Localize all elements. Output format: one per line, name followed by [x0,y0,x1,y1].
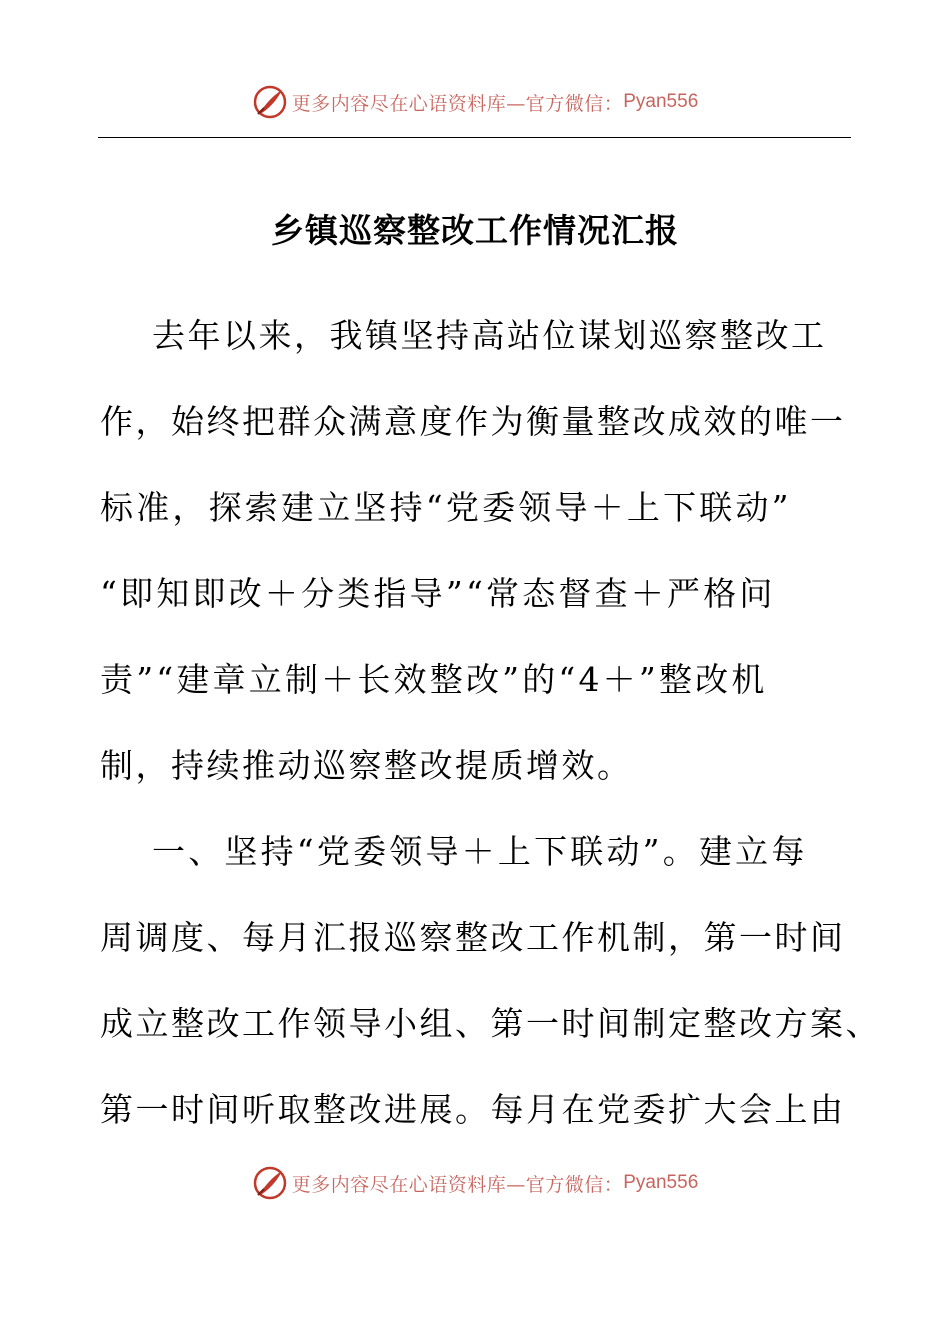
header-watermark [0,82,950,122]
footer-watermark-id: Pyan556 [623,1172,699,1193]
body-line: 周调度、每月汇报巡察整改工作机制，第一时间 [100,918,846,957]
footer-watermark-text: 更多内容尽在心语资料库—官方微信： [291,1173,624,1196]
body-line: 去年以来，我镇坚持高站位谋划巡察整改工 [152,316,827,355]
body-line: “即知即改＋分类指导”“常态督查＋严格问 [100,574,776,613]
body-line: 成立整改工作领导小组、第一时间制定整改方案、 [100,1004,881,1043]
header-watermark-id: Pyan556 [623,91,699,112]
header-rule [98,137,851,138]
document-title: 乡镇巡察整改工作情况汇报 [271,211,679,250]
body-line: 一、坚持“党委领导＋上下联动”。建立每 [152,832,808,871]
footer-watermark [0,1163,950,1203]
body-line: 标准，探索建立坚持“党委领导＋上下联动” [100,488,792,527]
document-body [100,300,881,1160]
body-line: 制，持续推动巡察整改提质增效。 [100,746,633,785]
header-watermark-text: 更多内容尽在心语资料库—官方微信： [291,92,624,115]
quill-logo-icon [252,84,288,120]
body-line: 责”“建章立制＋长效整改”的“4＋”整改机 [100,660,768,699]
body-line: 第一时间听取整改进展。每月在党委扩大会上由 [100,1090,846,1129]
quill-logo-icon [252,1165,288,1201]
body-line: 作，始终把群众满意度作为衡量整改成效的唯一 [100,402,846,441]
